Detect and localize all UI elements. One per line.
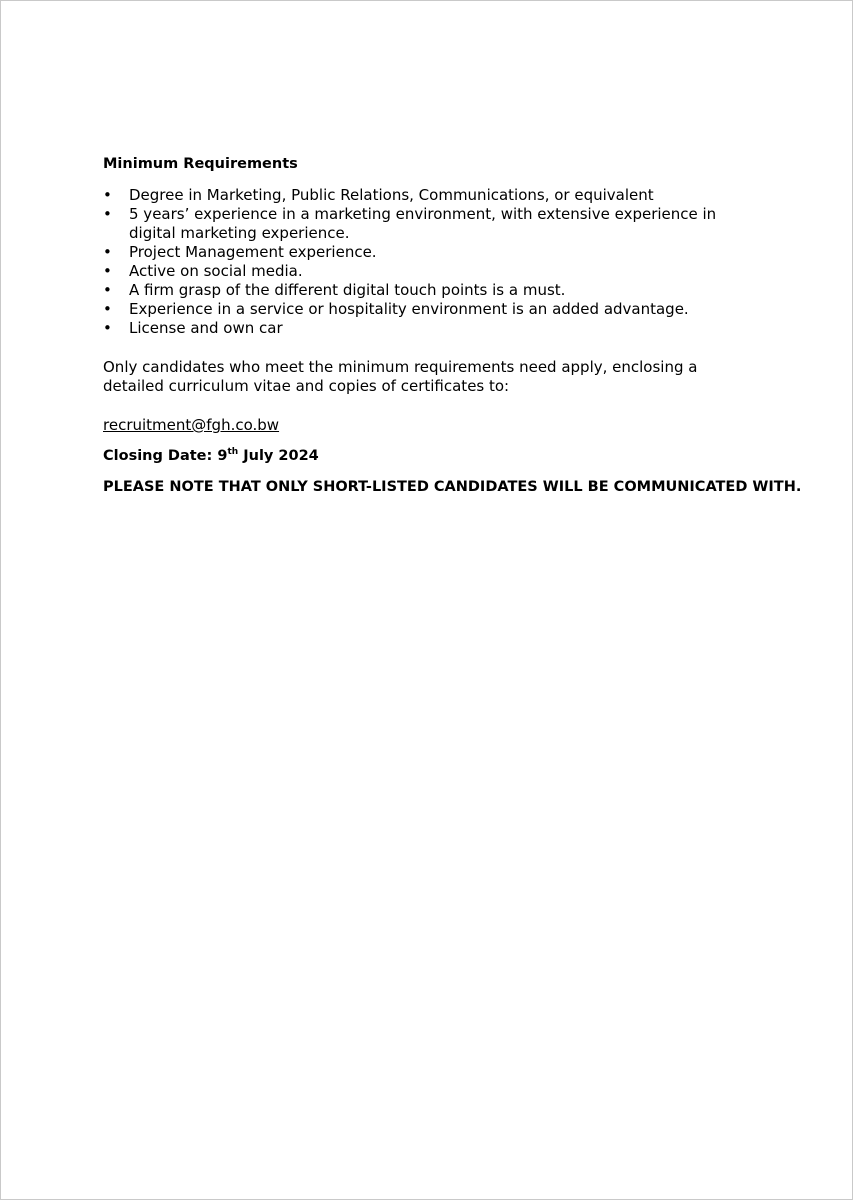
- requirement-text: Experience in a service or hospitality environment is an added advantage.: [129, 300, 689, 318]
- list-item: [103, 205, 743, 243]
- list-item: [103, 262, 743, 281]
- bullet-icon: •: [103, 243, 112, 261]
- list-item: [103, 319, 743, 338]
- requirement-text: Active on social media.: [129, 262, 303, 280]
- minimum-requirements-heading: Minimum Requirements: [103, 156, 298, 172]
- bullet-icon: •: [103, 281, 112, 299]
- document-content: [103, 155, 802, 497]
- closing-date-suffix: th: [227, 447, 239, 458]
- bullet-icon: •: [103, 300, 112, 318]
- bullet-icon: •: [103, 205, 112, 223]
- recruitment-email-link[interactable]: recruitment@fgh.co.bw: [103, 416, 280, 434]
- requirement-text: Project Management experience.: [129, 243, 377, 261]
- requirement-text: Degree in Marketing, Public Relations, Communications, or equivalent: [129, 186, 654, 204]
- shortlist-note: PLEASE NOTE THAT ONLY SHORT-LISTED CANDIDATES WILL BE COMMUNICATED WITH.: [103, 479, 802, 495]
- requirement-text: 5 years’ experience in a marketing environment, with extensive experience in digital marketing experience.: [129, 205, 717, 242]
- application-instructions: Only candidates who meet the minimum requirements need apply, enclosing a detailed curriculum vitae and copies of certificates to:: [103, 358, 698, 395]
- bullet-icon: •: [103, 262, 112, 280]
- list-item: [103, 243, 743, 262]
- bullet-icon: •: [103, 186, 112, 204]
- closing-date-label: Closing Date:: [103, 448, 218, 464]
- list-item: [103, 186, 743, 205]
- closing-date-rest: July 2024: [238, 448, 319, 464]
- list-item: [103, 300, 743, 319]
- requirement-text: A firm grasp of the different digital touch points is a must.: [129, 281, 566, 299]
- closing-date-day: 9: [217, 448, 228, 464]
- closing-date: [103, 447, 743, 466]
- requirement-text: License and own car: [129, 319, 283, 337]
- requirements-list: [103, 186, 743, 338]
- list-item: [103, 281, 743, 300]
- bullet-icon: •: [103, 319, 112, 337]
